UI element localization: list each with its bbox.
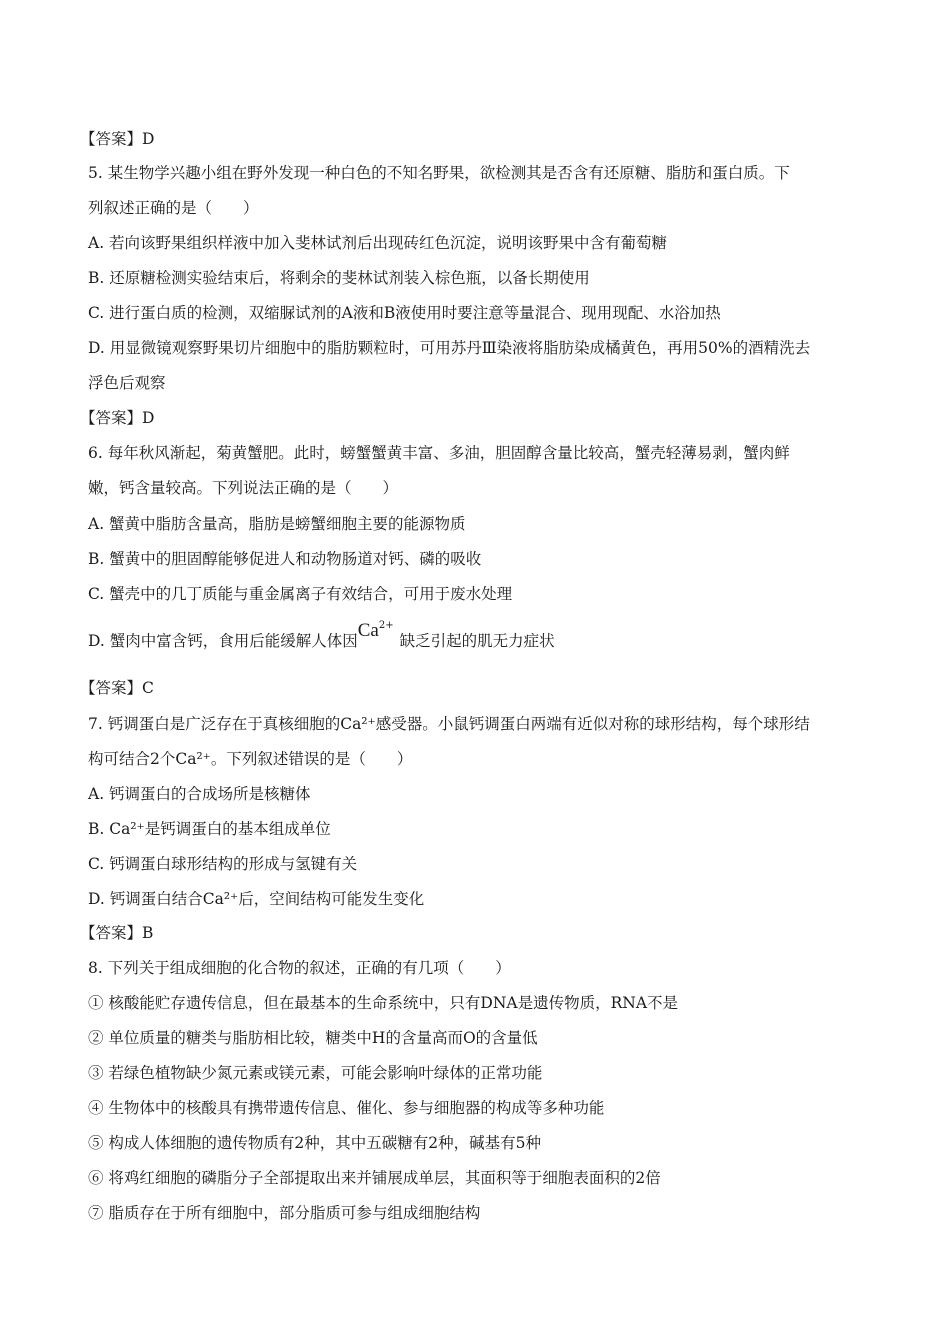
option-a: A. 钙调蛋白的合成场所是核糖体 (88, 785, 311, 803)
statement-1: ① 核酸能贮存遗传信息，但在最基本的生命系统中，只有DNA是遗传物质，RNA不是 (88, 994, 679, 1012)
option-c: C. 进行蛋白质的检测，双缩脲试剂的A液和B液使用时要注意等量混合、现用现配、水浴加热 (88, 304, 721, 322)
option-d-cont: 浮色后观察 (88, 374, 166, 392)
question-7-stem: 7. 钙调蛋白是广泛存在于真核细胞的Ca²⁺感受器。小鼠钙调蛋白两端有近似对称的球形结构，每个球形结 (88, 715, 810, 733)
calcium-ion-charge: 2+ (378, 620, 394, 631)
option-d: D. 用显微镜观察野果切片细胞中的脂肪颗粒时，可用苏丹Ⅲ染液将脂肪染成橘黄色，再用50%的酒精洗去 (88, 339, 811, 357)
option-d-post: 缺乏引起的肌无力症状 (399, 632, 555, 650)
answer-line: 【答案】D (80, 130, 155, 148)
answer-line: 【答案】D (80, 409, 155, 427)
question-8-stem: 8. 下列关于组成细胞的化合物的叙述，正确的有几项（ ） (88, 959, 511, 977)
option-d: D. 钙调蛋白结合Ca²⁺后，空间结构可能发生变化 (88, 890, 425, 908)
statement-4: ④ 生物体中的核酸具有携带遗传信息、催化、参与细胞器的构成等多种功能 (88, 1099, 605, 1117)
question-6-stem-cont: 嫩，钙含量较高。下列说法正确的是（ ） (88, 479, 399, 497)
calcium-ion-symbol: Ca (357, 620, 379, 641)
option-d-pre: D. 蟹肉中富含钙，食用后能缓解人体因 (88, 632, 358, 650)
option-a: A. 若向该野果组织样液中加入斐林试剂后出现砖红色沉淀，说明该野果中含有葡萄糖 (88, 234, 668, 252)
question-5-stem-cont: 列叙述正确的是（ ） (88, 199, 259, 217)
answer-line: 【答案】B (80, 924, 154, 942)
option-b: B. Ca²⁺是钙调蛋白的基本组成单位 (88, 820, 331, 838)
statement-2: ② 单位质量的糖类与脂肪相比较，糖类中H的含量高而O的含量低 (88, 1029, 538, 1047)
statement-7: ⑦ 脂质存在于所有细胞中，部分脂质可参与组成细胞结构 (88, 1204, 481, 1222)
question-5-stem: 5. 某生物学兴趣小组在野外发现一种白色的不知名野果，欲检测其是否含有还原糖、脂肪和蛋白质。下 (88, 164, 790, 182)
option-b: B. 还原糖检测实验结束后，将剩余的斐林试剂装入棕色瓶，以备长期使用 (88, 269, 590, 287)
option-d (88, 620, 862, 655)
option-c: C. 钙调蛋白球形结构的形成与氢键有关 (88, 855, 358, 873)
statement-6: ⑥ 将鸡红细胞的磷脂分子全部提取出来并铺展成单层，其面积等于细胞表面积的2倍 (88, 1169, 661, 1187)
question-7-stem-cont: 构可结合2个Ca²⁺。下列叙述错误的是（ ） (88, 750, 413, 768)
option-c: C. 蟹壳中的几丁质能与重金属离子有效结合，可用于废水处理 (88, 585, 513, 603)
question-6-stem: 6. 每年秋风渐起，菊黄蟹肥。此时，螃蟹蟹黄丰富、多油，胆固醇含量比较高，蟹壳轻薄易剥，蟹肉鲜 (88, 444, 790, 462)
answer-line: 【答案】C (80, 679, 154, 697)
statement-5: ⑤ 构成人体细胞的遗传物质有2种，其中五碳糖有2种，碱基有5种 (88, 1134, 542, 1152)
option-a: A. 蟹黄中脂肪含量高，脂肪是螃蟹细胞主要的能源物质 (88, 515, 466, 533)
statement-3: ③ 若绿色植物缺少氮元素或镁元素，可能会影响叶绿体的正常功能 (88, 1064, 543, 1082)
option-b: B. 蟹黄中的胆固醇能够促进人和动物肠道对钙、磷的吸收 (88, 550, 482, 568)
